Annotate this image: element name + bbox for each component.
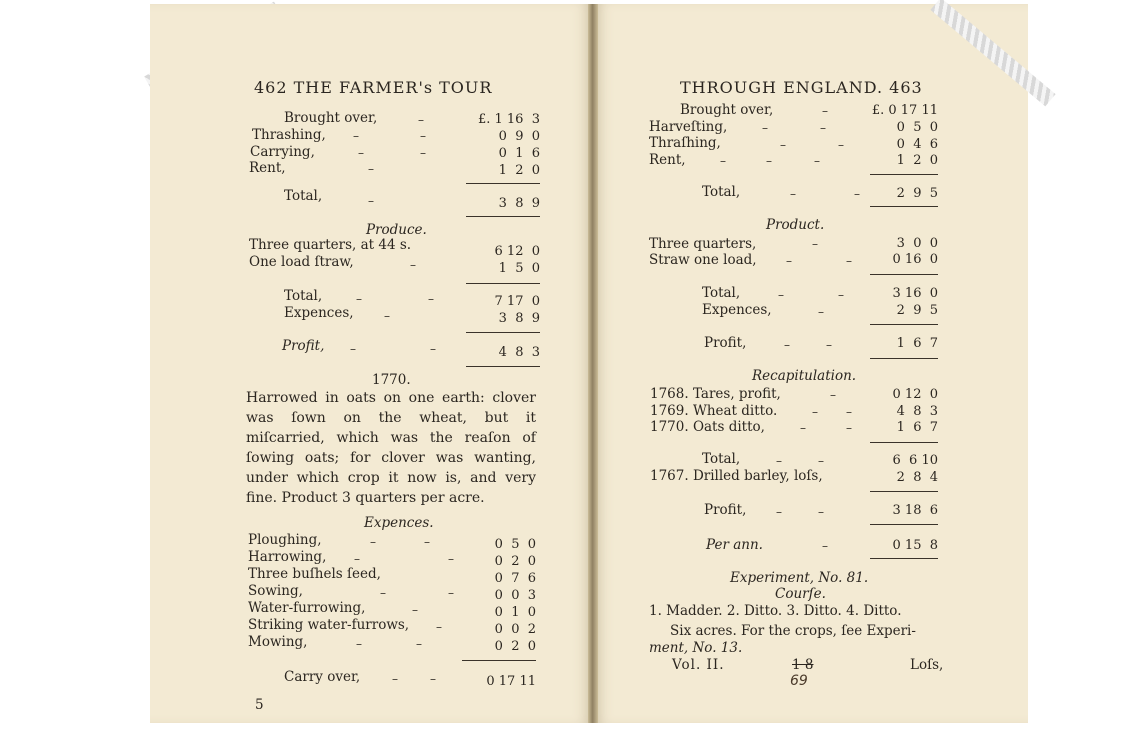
- expences-amount: 3 8 9: [498, 311, 540, 326]
- catchword: Loſs,: [910, 657, 944, 673]
- ledger-label: Mowing,: [248, 634, 308, 650]
- signature-mark: 5: [255, 697, 264, 713]
- leader-dash: –: [356, 637, 362, 651]
- leader-dash: –: [812, 405, 818, 419]
- leader-dash: –: [448, 552, 454, 566]
- carry-over-label: Carry over,: [284, 669, 361, 685]
- profit-amount: 1 6 7: [896, 336, 938, 351]
- ledger-label: Rent,: [649, 152, 686, 168]
- ledger-amount: 0 1 6: [498, 146, 540, 161]
- ledger-amount: 0 0 2: [494, 622, 536, 637]
- leader-dash: –: [353, 129, 359, 143]
- expences-amount: 2 9 5: [896, 303, 938, 318]
- sum-rule: [870, 442, 938, 443]
- leader-dash: –: [410, 258, 416, 272]
- ledger-amount: 3 0 0: [896, 236, 938, 251]
- leader-dash: –: [392, 672, 398, 686]
- handwritten-number: 69: [790, 673, 808, 689]
- total-label: Total,: [702, 285, 741, 301]
- leader-dash: –: [350, 342, 356, 356]
- course-heading: Courſe.: [775, 586, 826, 602]
- sum-rule: [466, 283, 540, 284]
- right-page-header: THROUGH ENGLAND. 463: [680, 78, 923, 97]
- leader-dash: –: [812, 237, 818, 251]
- leader-dash: –: [424, 535, 430, 549]
- body-paragraph: Harrowed in oats on one earth: clover was ſown on the wheat, but it miſcarried, which was the reaſon of ſowing oats; for clover was wanting, under which crop it now is, and very fine. Product 3 quarters per acre.: [246, 390, 536, 506]
- sum-rule: [870, 491, 938, 492]
- profit-amount: 4 8 3: [498, 345, 540, 360]
- leader-dash: –: [814, 154, 820, 168]
- body-line: ment, No. 13.: [649, 640, 743, 656]
- ledger-label: 1770. Oats ditto,: [650, 419, 765, 435]
- leader-dash: –: [370, 535, 376, 549]
- leader-dash: –: [776, 505, 782, 519]
- sum-rule: [870, 524, 938, 525]
- ledger-label: Thraſhing,: [649, 135, 721, 151]
- total-label: Total,: [702, 451, 741, 467]
- leader-dash: –: [784, 338, 790, 352]
- profit-label: Profit,: [704, 335, 747, 351]
- leader-dash: –: [416, 637, 422, 651]
- ledger-amount: £. 0 17 11: [871, 103, 938, 118]
- ledger-label: Three buſhels ſeed,: [248, 566, 381, 582]
- ledger-amount: 1 6 7: [896, 420, 938, 435]
- leader-dash: –: [420, 146, 426, 160]
- section-heading: Product.: [766, 217, 825, 233]
- section-heading: Expences.: [364, 515, 434, 531]
- leader-dash: –: [778, 288, 784, 302]
- sum-rule: [462, 660, 536, 661]
- leader-dash: –: [822, 539, 828, 553]
- profit-label: Profit,: [282, 338, 325, 354]
- sum-rule: [466, 366, 540, 367]
- leader-dash: –: [800, 421, 806, 435]
- ledger-label: Carrying,: [250, 144, 315, 160]
- ledger-amount: 1 2 0: [498, 163, 540, 178]
- leader-dash: –: [430, 342, 436, 356]
- page-mark: 1 8: [792, 657, 814, 673]
- section-heading: Recapitulation.: [752, 368, 857, 384]
- leader-dash: –: [356, 292, 362, 306]
- leader-dash: –: [358, 146, 364, 160]
- ledger-amount: 0 5 0: [896, 120, 938, 135]
- volume-signature: Vol. II.: [672, 657, 725, 673]
- leader-dash: –: [790, 187, 796, 201]
- leader-dash: –: [368, 162, 374, 176]
- leader-dash: –: [380, 586, 386, 600]
- leader-dash: –: [766, 154, 772, 168]
- per-annum-label: Per ann.: [706, 537, 763, 553]
- leader-dash: –: [830, 388, 836, 402]
- leader-dash: –: [786, 254, 792, 268]
- leader-dash: –: [818, 305, 824, 319]
- ledger-label: Water-furrowing,: [248, 600, 366, 616]
- total-amount: 3 8 9: [498, 196, 540, 211]
- ledger-amount: 0 16 0: [892, 252, 938, 267]
- ledger-label: Brought over,: [284, 110, 378, 126]
- leader-dash: –: [846, 421, 852, 435]
- ledger-amount: 0 1 0: [494, 605, 536, 620]
- leader-dash: –: [822, 104, 828, 118]
- body-line: Six acres. For the crops, ſee Experi-: [670, 623, 916, 639]
- ledger-label: Three quarters, at 44 s.: [249, 237, 412, 253]
- leader-dash: –: [418, 113, 424, 127]
- ledger-label: Striking water-furrows,: [248, 617, 410, 633]
- ledger-label: Three quarters,: [649, 236, 757, 252]
- ledger-amount: 1 5 0: [498, 261, 540, 276]
- ledger-amount: 0 4 6: [896, 137, 938, 152]
- leader-dash: –: [436, 620, 442, 634]
- expences-label: Expences,: [702, 302, 772, 318]
- total-amount: 3 16 0: [892, 286, 938, 301]
- book-gutter: [588, 4, 598, 723]
- total-label: Total,: [284, 288, 323, 304]
- ledger-amount: 1 2 0: [896, 153, 938, 168]
- sum-rule: [870, 358, 938, 359]
- leader-dash: –: [838, 288, 844, 302]
- leader-dash: –: [430, 672, 436, 686]
- ledger-label: 1769. Wheat ditto.: [650, 403, 778, 419]
- ledger-label: Harrowing,: [248, 549, 327, 565]
- profit-label: Profit,: [704, 502, 747, 518]
- ledger-label: Brought over,: [680, 102, 774, 118]
- total-amount: 6 6 10: [892, 453, 938, 468]
- ledger-label: One load ſtraw,: [249, 254, 354, 270]
- leader-dash: –: [420, 129, 426, 143]
- year-heading: 1770.: [372, 372, 411, 388]
- leader-dash: –: [762, 121, 768, 135]
- leader-dash: –: [384, 309, 390, 323]
- total-label: Total,: [702, 184, 741, 200]
- total-label: Total,: [284, 188, 323, 204]
- sum-rule: [870, 174, 938, 175]
- sum-rule: [870, 274, 938, 275]
- leader-dash: –: [818, 454, 824, 468]
- leader-dash: –: [412, 603, 418, 617]
- leader-dash: –: [854, 187, 860, 201]
- ledger-label: Straw one load,: [649, 252, 757, 268]
- carry-over-amount: 0 17 11: [486, 674, 536, 689]
- ledger-label: 1768. Tares, profit,: [650, 386, 781, 402]
- leader-dash: –: [838, 138, 844, 152]
- leader-dash: –: [776, 454, 782, 468]
- ledger-amount: 2 8 4: [896, 470, 938, 485]
- ledger-amount: 6 12 0: [494, 244, 540, 259]
- ledger-label: Thrashing,: [252, 127, 326, 143]
- sum-rule: [466, 332, 540, 333]
- profit-amount: 3 18 6: [892, 503, 938, 518]
- section-heading: Produce.: [366, 222, 427, 238]
- sum-rule: [466, 183, 540, 184]
- leader-dash: –: [354, 552, 360, 566]
- leader-dash: –: [428, 292, 434, 306]
- leader-dash: –: [780, 138, 786, 152]
- leader-dash: –: [826, 338, 832, 352]
- ledger-amount: 0 2 0: [494, 554, 536, 569]
- sum-rule: [466, 216, 540, 217]
- sum-rule: [870, 206, 938, 207]
- ledger-label: Sowing,: [248, 583, 303, 599]
- leader-dash: –: [818, 505, 824, 519]
- ledger-amount: 0 5 0: [494, 537, 536, 552]
- ledger-label: Harveſting,: [649, 119, 728, 135]
- sum-rule: [870, 324, 938, 325]
- course-line: 1. Madder. 2. Ditto. 3. Ditto. 4. Ditto.: [649, 603, 902, 619]
- leader-dash: –: [720, 154, 726, 168]
- leader-dash: –: [846, 405, 852, 419]
- sum-rule: [870, 558, 938, 559]
- ledger-amount: 0 7 6: [494, 571, 536, 586]
- ledger-amount: 0 9 0: [498, 129, 540, 144]
- ledger-amount: £. 1 16 3: [477, 112, 540, 127]
- experiment-heading: Experiment, No. 81.: [730, 570, 869, 586]
- leader-dash: –: [368, 194, 374, 208]
- left-page-header: 462 THE FARMER's TOUR: [254, 78, 493, 97]
- ledger-amount: 4 8 3: [896, 404, 938, 419]
- ledger-amount: 0 2 0: [494, 639, 536, 654]
- ledger-label: Rent,: [249, 160, 286, 176]
- ledger-amount: 0 0 3: [494, 588, 536, 603]
- ledger-amount: 0 12 0: [892, 387, 938, 402]
- leader-dash: –: [846, 254, 852, 268]
- per-annum-amount: 0 15 8: [892, 538, 938, 553]
- leader-dash: –: [448, 586, 454, 600]
- ledger-label: Ploughing,: [248, 532, 322, 548]
- ledger-label: 1767. Drilled barley, loſs,: [650, 468, 823, 484]
- total-amount: 2 9 5: [896, 186, 938, 201]
- total-amount: 7 17 0: [494, 294, 540, 309]
- expences-label: Expences,: [284, 305, 354, 321]
- leader-dash: –: [820, 121, 826, 135]
